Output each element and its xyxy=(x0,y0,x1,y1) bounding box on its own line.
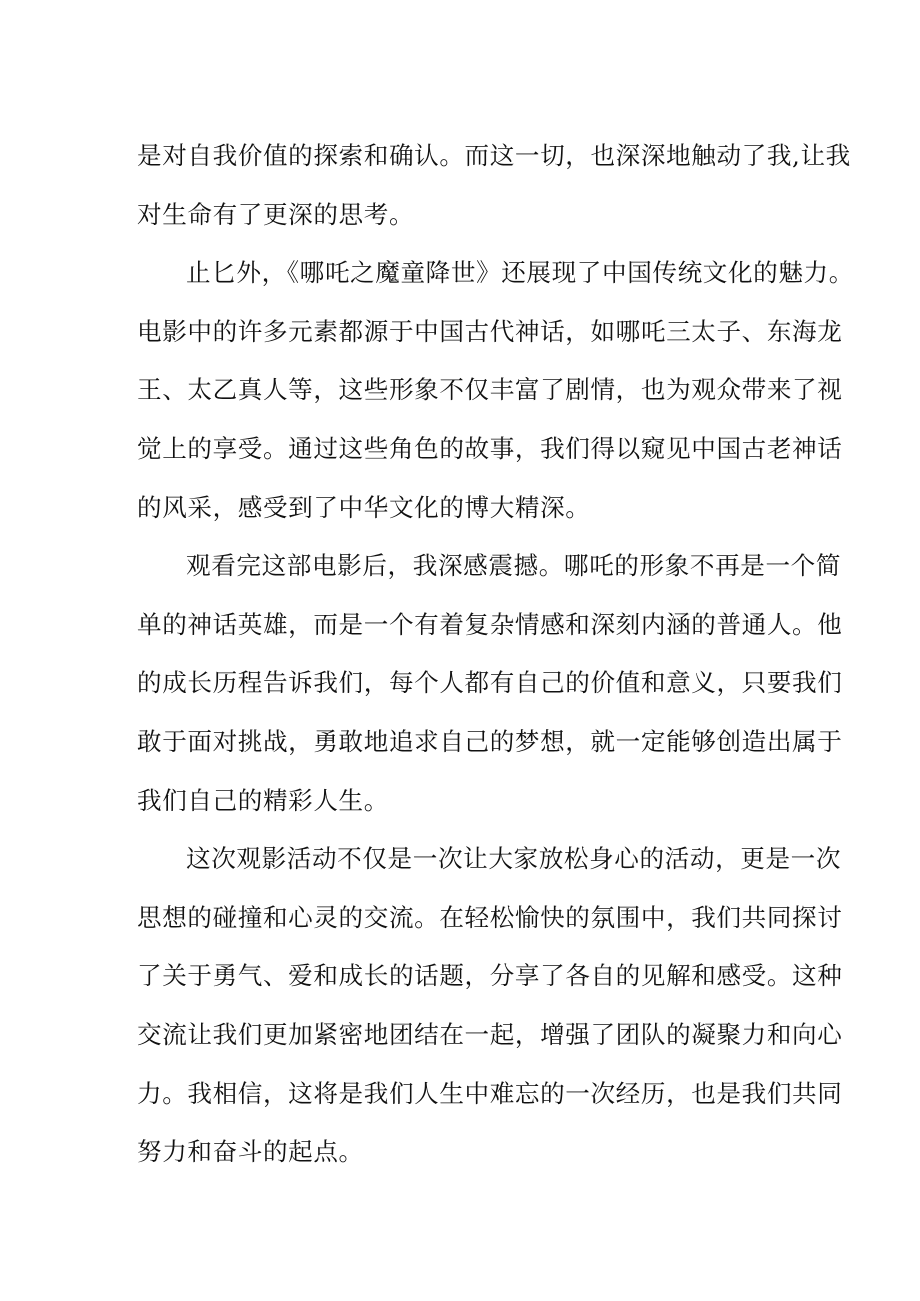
paragraph-line: 敢于面对挑战，勇敢地追求自己的梦想，就一定能够创造出属于 xyxy=(137,726,843,756)
paragraph-line: 力。我相信，这将是我们人生中难忘的一次经历，也是我们共同 xyxy=(137,1078,843,1108)
paragraph-line: 思想的碰撞和心灵的交流。在轻松愉快的氛围中，我们共同探讨 xyxy=(137,902,843,932)
paragraph-line: 努力和奋斗的起点。 xyxy=(137,1137,364,1167)
paragraph-line: 交流让我们更加紧密地团结在一起，增强了团队的凝聚力和向心 xyxy=(137,1019,843,1049)
paragraph-line: 电影中的许多元素都源于中国古代神话，如哪吒三太子、东海龙 xyxy=(137,316,843,346)
paragraph-line: 对生命有了更深的思考。 xyxy=(137,199,415,229)
paragraph-line: 的成长历程告诉我们，每个人都有自己的价值和意义，只要我们 xyxy=(137,668,843,698)
paragraph-line: 我们自己的精彩人生。 xyxy=(137,785,389,815)
paragraph-line: 的风采，感受到了中华文化的博大精深。 xyxy=(137,492,591,522)
paragraph-line: 觉上的享受。通过这些角色的故事，我们得以窥见中国古老神话 xyxy=(137,433,843,463)
paragraph-line: 单的神话英雄，而是一个有着复杂情感和深刻内涵的普通人。他 xyxy=(137,609,843,639)
paragraph-line: 是对自我价值的探索和确认。而这一切，也深深地触动了我,让我 xyxy=(137,141,851,170)
paragraph-3 xyxy=(137,537,843,830)
paragraph-line: 王、太乙真人等，这些形象不仅丰富了剧情，也为观众带来了视 xyxy=(137,375,843,405)
paragraph-4 xyxy=(137,830,843,1182)
document-body xyxy=(137,127,854,1182)
paragraph-2 xyxy=(137,244,854,537)
paragraph-line: 了关于勇气、爱和成长的话题，分享了各自的见解和感受。这种 xyxy=(137,961,843,991)
paragraph-line: 止匕外，《哪吒之魔童降世》还展现了中国传统文化的魅力。 xyxy=(186,258,854,288)
paragraph-1 xyxy=(137,127,851,244)
paragraph-line: 这次观影活动不仅是一次让大家放松身心的活动，更是一次 xyxy=(186,844,842,874)
paragraph-line: 观看完这部电影后，我深感震撼。哪吒的形象不再是一个简 xyxy=(186,551,842,581)
